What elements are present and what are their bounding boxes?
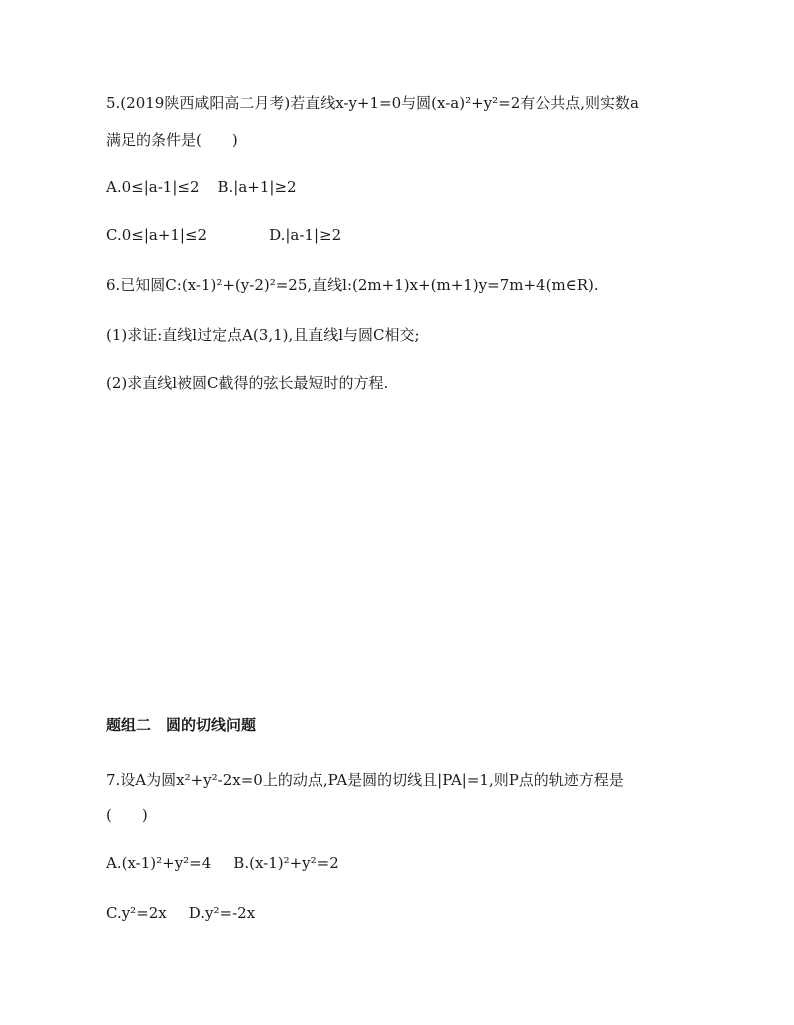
q7-option-d: D.y²=-2x <box>188 904 256 922</box>
q7-options-row2 <box>106 903 255 923</box>
q7-stem-line2: ( ) <box>106 806 148 824</box>
section-heading: 题组二 圆的切线问题 <box>106 716 257 734</box>
q5-option-d: D.|a-1|≥2 <box>269 226 342 244</box>
q5-option-a: A.0≤|a-1|≤2 <box>106 178 200 196</box>
q7-stem-line1: 7.设A为圆x²+y²-2x=0上的动点,PA是圆的切线且|PA|=1,则P点的轨迹方程是 <box>106 771 624 789</box>
q5-options-row1 <box>106 177 297 197</box>
q5-options-row2 <box>106 225 341 245</box>
q7-options-row1 <box>106 853 339 873</box>
q6-stem: 6.已知圆C:(x-1)²+(y-2)²=25,直线l:(2m+1)x+(m+1)y=7m+4(m∈R). <box>106 276 599 294</box>
q6-part2: (2)求直线l被圆C截得的弦长最短时的方程. <box>106 374 389 392</box>
q5-option-b: B.|a+1|≥2 <box>217 178 297 196</box>
q7-option-b: B.(x-1)²+y²=2 <box>233 854 339 872</box>
q5-stem-line1: 5.(2019陕西咸阳高二月考)若直线x-y+1=0与圆(x-a)²+y²=2有公共点,则实数a <box>106 94 639 112</box>
q7-option-a: A.(x-1)²+y²=4 <box>106 854 212 872</box>
q6-part1: (1)求证:直线l过定点A(3,1),且直线l与圆C相交; <box>106 326 420 344</box>
q5-stem-line2: 满足的条件是( ) <box>106 131 238 149</box>
q7-option-c: C.y²=2x <box>106 904 167 922</box>
q5-option-c: C.0≤|a+1|≤2 <box>106 226 208 244</box>
